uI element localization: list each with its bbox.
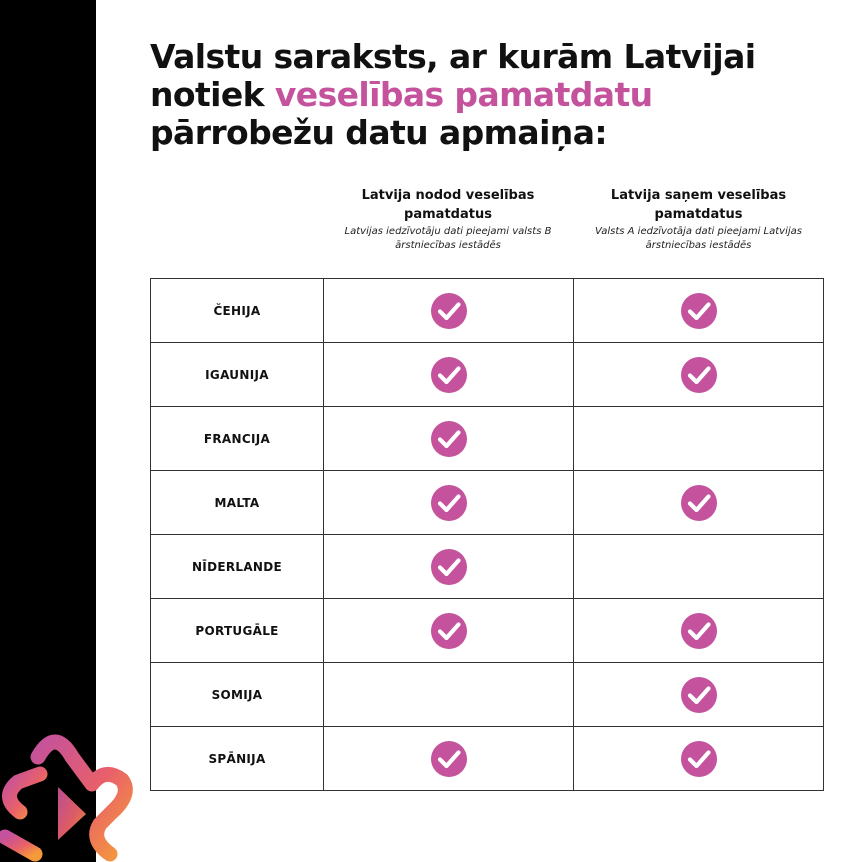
check-circle-icon [431,421,467,457]
title-line-1: Valstu saraksts, ar kurām Latvijai [150,37,756,76]
check-circle-icon [681,741,717,777]
check-circle-icon [431,293,467,329]
check-circle-icon [681,293,717,329]
check-circle-icon [431,613,467,649]
check-circle-icon [681,357,717,393]
title-accent: veselības pamatdatu [274,75,653,114]
column-subtitle-receives: Valsts A iedzīvotāja dati pieejami Latvijas ārstniecības iestādēs [595,226,802,251]
country-name: SOMIJA [151,663,324,727]
country-name: IGAUNIJA [151,343,324,407]
star-logo-icon [0,722,150,862]
column-header-receives [573,186,824,253]
table-row [151,535,824,599]
table-row [151,407,824,471]
table-row [151,727,824,791]
check-circle-icon [681,485,717,521]
table-row [151,343,824,407]
receives-cell [574,663,824,727]
receives-cell [574,727,824,791]
receives-cell [574,279,824,343]
receives-cell [574,535,824,599]
country-name: FRANCIJA [151,407,324,471]
column-title-sends: Latvija nodod veselības pamatdatus [361,188,535,222]
column-title-receives: Latvija saņem veselības pamatdatus [610,188,787,222]
table-row [151,663,824,727]
receives-cell [574,343,824,407]
column-header-sends [323,186,573,253]
receives-cell [574,599,824,663]
check-circle-icon [431,741,467,777]
sends-cell [324,407,574,471]
sends-cell [324,727,574,791]
country-table [150,278,824,791]
title-line-3: pārrobežu datu apmaiņa: [150,113,607,152]
country-name: ČEHIJA [151,279,324,343]
table-row [151,279,824,343]
sends-cell [324,535,574,599]
check-circle-icon [681,613,717,649]
column-subtitle-sends: Latvijas iedzīvotāju dati pieejami valsts B ārstniecības iestādēs [344,226,552,251]
title-line-2-prefix: notiek [150,75,275,114]
country-name: PORTUGĀLE [151,599,324,663]
sends-cell [324,279,574,343]
sends-cell [324,471,574,535]
sends-cell [324,599,574,663]
table-row [151,599,824,663]
check-circle-icon [431,485,467,521]
page-title [150,38,830,152]
sends-cell [324,343,574,407]
receives-cell [574,471,824,535]
country-name: MALTA [151,471,324,535]
check-circle-icon [431,357,467,393]
check-circle-icon [681,677,717,713]
receives-cell [574,407,824,471]
country-name: SPĀNIJA [151,727,324,791]
table-row [151,471,824,535]
country-name: NĪDERLANDE [151,535,324,599]
sends-cell [324,663,574,727]
check-circle-icon [431,549,467,585]
